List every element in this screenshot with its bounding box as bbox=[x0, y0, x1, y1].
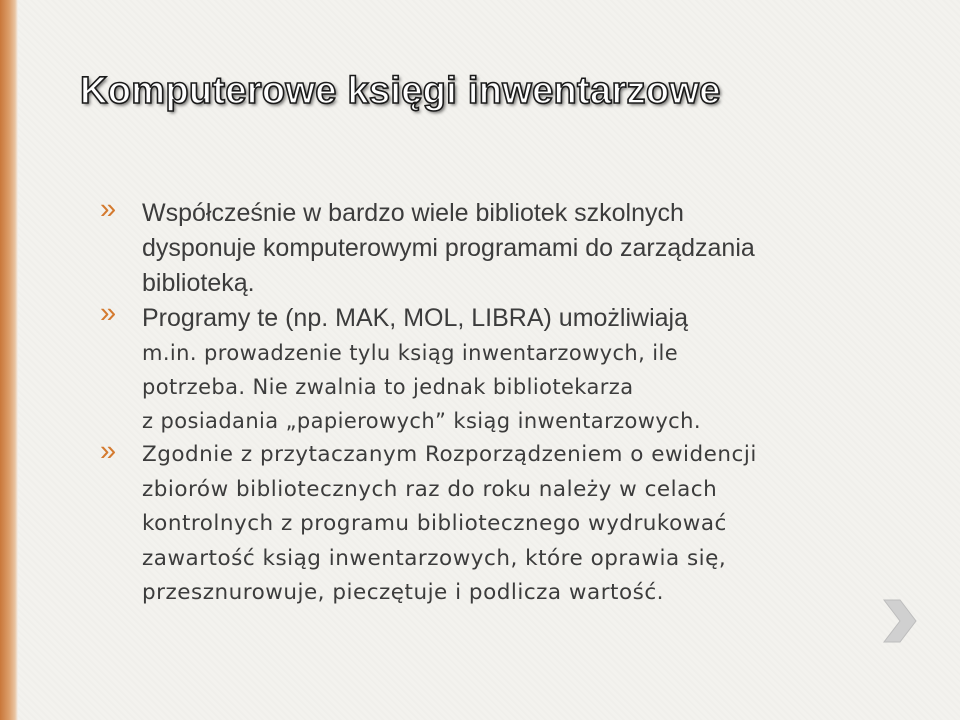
bullet-item-3 bbox=[100, 435, 860, 611]
chevron-right-icon bbox=[878, 598, 920, 644]
bullet-1-line-1: Współcześnie w bardzo wiele bibliotek szkolnych bbox=[142, 199, 684, 227]
bullet-3-line-4: zawartość ksiąg inwentarzowych, które oprawia się, bbox=[142, 545, 727, 571]
bullet-3-line-5: przesznurowuje, pieczętuje i podlicza wartość. bbox=[142, 580, 664, 605]
bullet-marker: » bbox=[100, 297, 117, 329]
accent-edge-bar bbox=[0, 0, 18, 720]
bullet-3-line-1: Zgodnie z przytaczanym Rozporządzeniem o ewidencji bbox=[142, 442, 757, 467]
bullet-3-line-3: kontrolnych z programu bibliotecznego wydrukować bbox=[142, 511, 727, 536]
bullet-1-line-2: dysponuje komputerowymi programami do zarządzania bbox=[142, 234, 755, 262]
bullet-2-line-3: potrzeba. Nie zwalnia to jednak bibliotekarza bbox=[142, 375, 634, 399]
bullet-item-1 bbox=[100, 193, 860, 301]
slide-title: Komputerowe księgi inwentarzowe bbox=[80, 70, 721, 112]
bullet-2-line-4: z posiadania „papierowych” ksiąg inwentarzowych. bbox=[142, 409, 701, 433]
bullet-marker: » bbox=[100, 435, 117, 467]
bullet-1-line-3: biblioteką. bbox=[142, 269, 255, 297]
bullet-3-line-2: zbiorów bibliotecznych raz do roku należy w celach bbox=[142, 476, 718, 502]
bullet-item-2 bbox=[100, 297, 860, 438]
bullet-2-line-1: Programy te (np. MAK, MOL, LIBRA) umożliwiają bbox=[142, 304, 688, 332]
bullet-list bbox=[100, 193, 860, 611]
bullet-2-line-2: m.in. prowadzenie tylu ksiąg inwentarzowych, ile bbox=[142, 341, 679, 365]
bullet-marker: » bbox=[100, 193, 117, 225]
next-slide-button[interactable] bbox=[878, 598, 920, 644]
